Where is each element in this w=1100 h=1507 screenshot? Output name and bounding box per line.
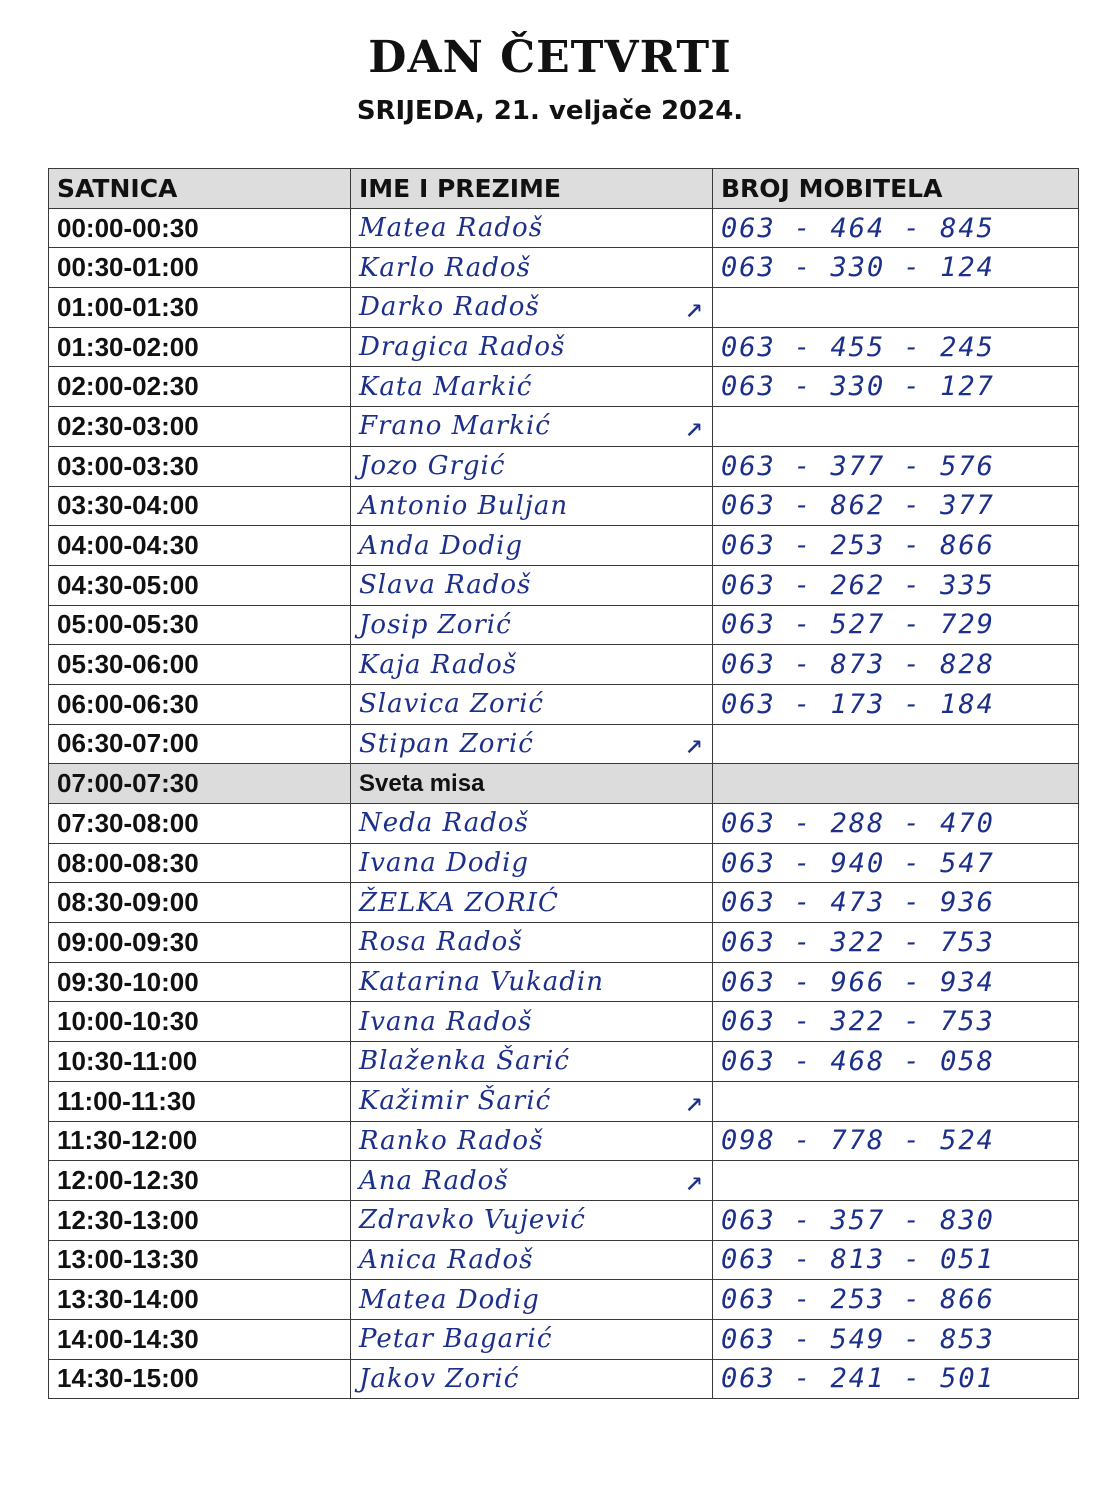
time-slot-cell: 06:00-06:30 <box>49 684 351 724</box>
name-cell: Slava Radoš <box>351 565 713 605</box>
table-row <box>49 1121 1079 1161</box>
table-row <box>49 1280 1079 1320</box>
name-cell: Jozo Grgić <box>351 446 713 486</box>
phone-cell: 063 - 464 - 845 <box>713 208 1079 248</box>
table-row <box>49 208 1079 248</box>
phone-cell: 063 - 549 - 853 <box>713 1319 1079 1359</box>
time-slot-cell: 08:30-09:00 <box>49 883 351 923</box>
table-row <box>49 883 1079 923</box>
name-cell: Jakov Zorić <box>351 1359 713 1399</box>
time-slot-cell: 02:30-03:00 <box>49 407 351 447</box>
name-cell: Zdravko Vujević <box>351 1200 713 1240</box>
arrow-icon: ↗ <box>685 726 706 762</box>
time-slot-cell: 00:30-01:00 <box>49 248 351 288</box>
name-cell: Frano Markić <box>351 407 713 447</box>
phone-cell: 063 - 322 - 753 <box>713 1002 1079 1042</box>
table-row <box>49 1081 1079 1121</box>
time-slot-cell: 09:30-10:00 <box>49 962 351 1002</box>
phone-cell: 063 - 527 - 729 <box>713 605 1079 645</box>
time-slot-cell: 00:00-00:30 <box>49 208 351 248</box>
table-row <box>49 1200 1079 1240</box>
time-slot-cell: 12:30-13:00 <box>49 1200 351 1240</box>
arrow-icon: ↗ <box>685 408 706 444</box>
time-slot-cell: 13:30-14:00 <box>49 1280 351 1320</box>
phone-cell: 063 - 253 - 866 <box>713 1280 1079 1320</box>
phone-cell <box>713 764 1079 804</box>
name-cell: Kaja Radoš <box>351 645 713 685</box>
time-slot-cell: 08:00-08:30 <box>49 843 351 883</box>
phone-cell: 063 - 940 - 547 <box>713 843 1079 883</box>
phone-cell: 063 - 377 - 576 <box>713 446 1079 486</box>
name-cell: Stipan Zorić <box>351 724 713 764</box>
time-slot-cell: 13:00-13:30 <box>49 1240 351 1280</box>
time-slot-cell: 02:00-02:30 <box>49 367 351 407</box>
schedule-body <box>49 208 1079 1399</box>
name-cell: Blaženka Šarić <box>351 1042 713 1082</box>
name-cell: Neda Radoš <box>351 804 713 844</box>
name-cell: Petar Bagarić <box>351 1319 713 1359</box>
table-row <box>49 327 1079 367</box>
name-cell: Dragica Radoš <box>351 327 713 367</box>
time-slot-cell: 14:00-14:30 <box>49 1319 351 1359</box>
phone-cell: 063 - 873 - 828 <box>713 645 1079 685</box>
table-row <box>49 407 1079 447</box>
time-slot-cell: 01:30-02:00 <box>49 327 351 367</box>
table-row <box>49 1319 1079 1359</box>
phone-cell: 063 - 173 - 184 <box>713 684 1079 724</box>
table-row <box>49 605 1079 645</box>
time-slot-cell: 09:00-09:30 <box>49 923 351 963</box>
time-slot-cell: 11:30-12:00 <box>49 1121 351 1161</box>
name-cell: Matea Dodig <box>351 1280 713 1320</box>
phone-cell <box>685 288 1079 328</box>
name-cell: Antonio Buljan <box>351 486 713 526</box>
phone-cell: 063 - 473 - 936 <box>713 883 1079 923</box>
table-row <box>49 1161 1079 1201</box>
phone-cell <box>685 407 1079 447</box>
time-slot-cell: 14:30-15:00 <box>49 1359 351 1399</box>
name-cell: Anica Radoš <box>351 1240 713 1280</box>
phone-cell: 063 - 455 - 245 <box>713 327 1079 367</box>
table-row <box>49 288 1079 328</box>
phone-cell <box>685 724 1079 764</box>
time-slot-cell: 04:30-05:00 <box>49 565 351 605</box>
time-slot-cell: 03:00-03:30 <box>49 446 351 486</box>
phone-cell: 063 - 262 - 335 <box>713 565 1079 605</box>
table-row <box>49 367 1079 407</box>
table-row <box>49 486 1079 526</box>
phone-cell: 063 - 322 - 753 <box>713 923 1079 963</box>
phone-cell: 063 - 357 - 830 <box>713 1200 1079 1240</box>
name-cell: Darko Radoš <box>351 288 713 328</box>
phone-cell: 063 - 813 - 051 <box>713 1240 1079 1280</box>
time-slot-cell: 01:00-01:30 <box>49 288 351 328</box>
table-row <box>49 962 1079 1002</box>
phone-cell: 063 - 468 - 058 <box>713 1042 1079 1082</box>
name-cell: Ranko Radoš <box>351 1121 713 1161</box>
name-cell: Katarina Vukadin <box>351 962 713 1002</box>
column-header-phone: BROJ MOBITELA <box>713 169 1079 209</box>
phone-cell: 063 - 330 - 124 <box>713 248 1079 288</box>
name-cell: Ana Radoš <box>351 1161 713 1201</box>
name-cell: Ivana Radoš <box>351 1002 713 1042</box>
phone-cell: 063 - 241 - 501 <box>713 1359 1079 1399</box>
phone-cell: 063 - 253 - 866 <box>713 526 1079 566</box>
time-slot-cell: 07:30-08:00 <box>49 804 351 844</box>
table-row <box>49 565 1079 605</box>
time-slot-cell: 04:00-04:30 <box>49 526 351 566</box>
time-slot-cell: 05:30-06:00 <box>49 645 351 685</box>
column-header-name: IME I PREZIME <box>351 169 713 209</box>
name-cell: Kažimir Šarić <box>351 1081 713 1121</box>
phone-cell: 063 - 288 - 470 <box>713 804 1079 844</box>
name-cell: ŽELKA ZORIĆ <box>351 883 713 923</box>
phone-cell: 063 - 862 - 377 <box>713 486 1079 526</box>
name-cell: Slavica Zorić <box>351 684 713 724</box>
arrow-icon: ↗ <box>685 289 706 325</box>
table-row <box>49 724 1079 764</box>
name-cell: Anda Dodig <box>351 526 713 566</box>
table-row <box>49 645 1079 685</box>
time-slot-cell: 10:00-10:30 <box>49 1002 351 1042</box>
time-slot-cell: 03:30-04:00 <box>49 486 351 526</box>
table-header-row <box>49 169 1079 209</box>
time-slot-cell: 10:30-11:00 <box>49 1042 351 1082</box>
phone-cell: 063 - 330 - 127 <box>713 367 1079 407</box>
time-slot-cell: 06:30-07:00 <box>49 724 351 764</box>
time-slot-cell: 05:00-05:30 <box>49 605 351 645</box>
special-event-cell: Sveta misa <box>351 764 713 804</box>
name-cell: Matea Radoš <box>351 208 713 248</box>
table-row <box>49 248 1079 288</box>
table-row <box>49 1359 1079 1399</box>
arrow-icon: ↗ <box>685 1083 706 1119</box>
table-row <box>49 804 1079 844</box>
page-title: DAN ČETVRTI <box>368 32 732 83</box>
phone-cell <box>685 1161 1079 1201</box>
page-subtitle: SRIJEDA, 21. veljače 2024. <box>356 96 744 126</box>
name-cell: Josip Zorić <box>351 605 713 645</box>
arrow-icon: ↗ <box>685 1163 706 1199</box>
table-row <box>49 923 1079 963</box>
table-row <box>49 1042 1079 1082</box>
name-cell: Rosa Radoš <box>351 923 713 963</box>
schedule-table <box>48 168 1079 1399</box>
time-slot-cell: 11:00-11:30 <box>49 1081 351 1121</box>
time-slot-cell: 07:00-07:30 <box>49 764 351 804</box>
table-row <box>49 684 1079 724</box>
table-row <box>49 526 1079 566</box>
phone-cell: 063 - 966 - 934 <box>713 962 1079 1002</box>
table-row <box>49 446 1079 486</box>
name-cell: Karlo Radoš <box>351 248 713 288</box>
table-row <box>49 843 1079 883</box>
name-cell: Ivana Dodig <box>351 843 713 883</box>
name-cell: Kata Markić <box>351 367 713 407</box>
column-header-time: SATNICA <box>49 169 351 209</box>
time-slot-cell: 12:00-12:30 <box>49 1161 351 1201</box>
phone-cell: 098 - 778 - 524 <box>713 1121 1079 1161</box>
table-row <box>49 1240 1079 1280</box>
table-row <box>49 1002 1079 1042</box>
phone-cell <box>685 1081 1079 1121</box>
table-row <box>49 764 1079 804</box>
